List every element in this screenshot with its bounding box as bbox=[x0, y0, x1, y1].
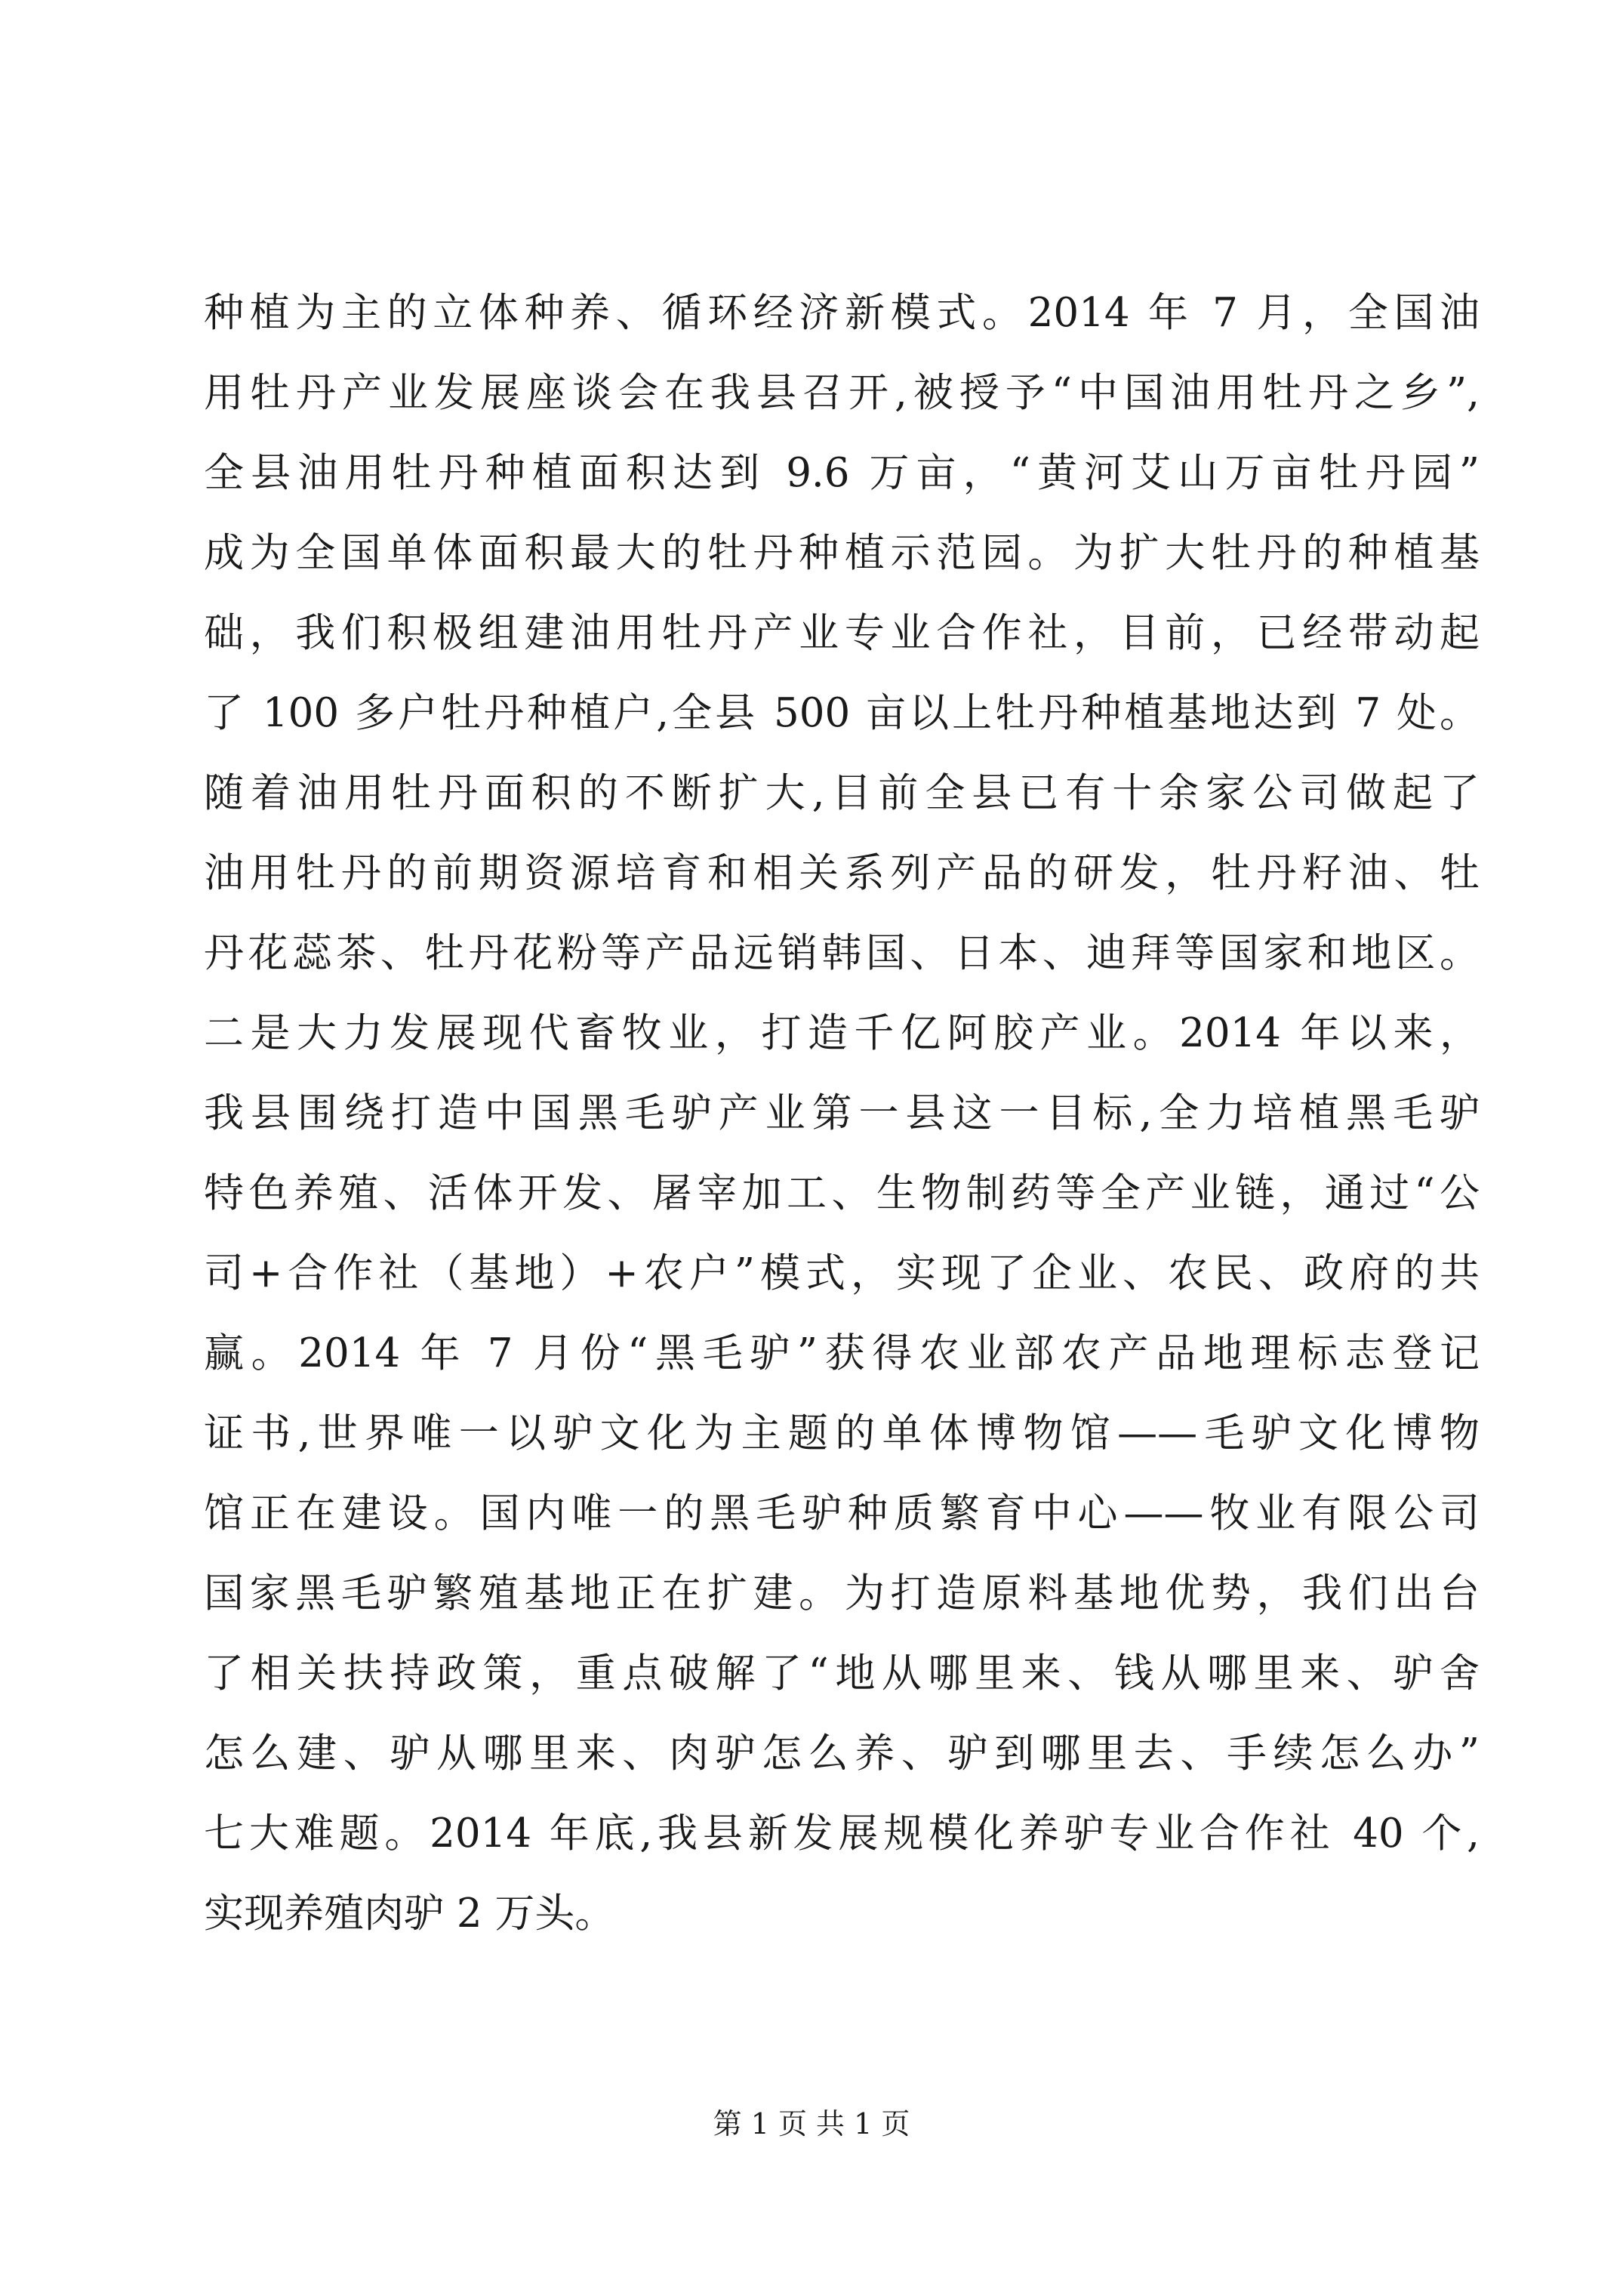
text-line: 证书,世界唯一以驴文化为主题的单体博物馆——毛驴文化博物 bbox=[204, 1410, 1480, 1456]
text-line: 种植为主的立体种养、循环经济新模式。2014 年 7 月，全国油 bbox=[204, 290, 1480, 336]
text-line: 油用牡丹的前期资源培育和相关系列产品的研发，牡丹籽油、牡 bbox=[204, 850, 1480, 896]
text-line: 全县油用牡丹种植面积达到 9.6 万亩，“黄河艾山万亩牡丹园” bbox=[204, 450, 1480, 496]
text-line: 了相关扶持政策，重点破解了“地从哪里来、钱从哪里来、驴舍 bbox=[204, 1650, 1480, 1697]
text-line: 特色养殖、活体开发、屠宰加工、生物制药等全产业链，通过“公 bbox=[204, 1170, 1480, 1216]
text-line: 七大难题。2014 年底,我县新发展规模化养驴专业合作社 40 个, bbox=[204, 1811, 1480, 1857]
body-paragraph bbox=[204, 273, 1480, 1954]
text-line: 成为全国单体面积最大的牡丹种植示范园。为扩大牡丹的种植基 bbox=[204, 530, 1480, 576]
text-line: 用牡丹产业发展座谈会在我县召开,被授予“中国油用牡丹之乡”, bbox=[204, 370, 1480, 416]
text-line: 馆正在建设。国内唯一的黑毛驴种质繁育中心——牧业有限公司 bbox=[204, 1490, 1480, 1536]
text-line: 了 100 多户牡丹种植户,全县 500 亩以上牡丹种植基地达到 7 处。 bbox=[204, 690, 1480, 736]
text-line: 础，我们积极组建油用牡丹产业专业合作社，目前，已经带动起 bbox=[204, 610, 1480, 656]
text-line: 我县围绕打造中国黑毛驴产业第一县这一目标,全力培植黑毛驴 bbox=[204, 1090, 1480, 1136]
page-footer: 第 1 页 共 1 页 bbox=[713, 2107, 910, 2140]
text-line: 随着油用牡丹面积的不断扩大,目前全县已有十余家公司做起了 bbox=[204, 770, 1480, 816]
text-line: 国家黑毛驴繁殖基地正在扩建。为打造原料基地优势，我们出台 bbox=[204, 1570, 1480, 1616]
text-line: 二是大力发展现代畜牧业，打造千亿阿胶产业。2014 年以来， bbox=[204, 1010, 1480, 1056]
text-line: 赢。2014 年 7 月份“黑毛驴”获得农业部农产品地理标志登记 bbox=[204, 1330, 1480, 1376]
text-line: 怎么建、驴从哪里来、肉驴怎么养、驴到哪里去、手续怎么办” bbox=[204, 1730, 1480, 1777]
text-line: 丹花蕊茶、牡丹花粉等产品远销韩国、日本、迪拜等国家和地区。 bbox=[204, 930, 1480, 976]
text-line: 实现养殖肉驴 2 万头。 bbox=[204, 1891, 615, 1937]
text-line: 司+合作社（基地）+农户”模式，实现了企业、农民、政府的共 bbox=[204, 1250, 1480, 1296]
